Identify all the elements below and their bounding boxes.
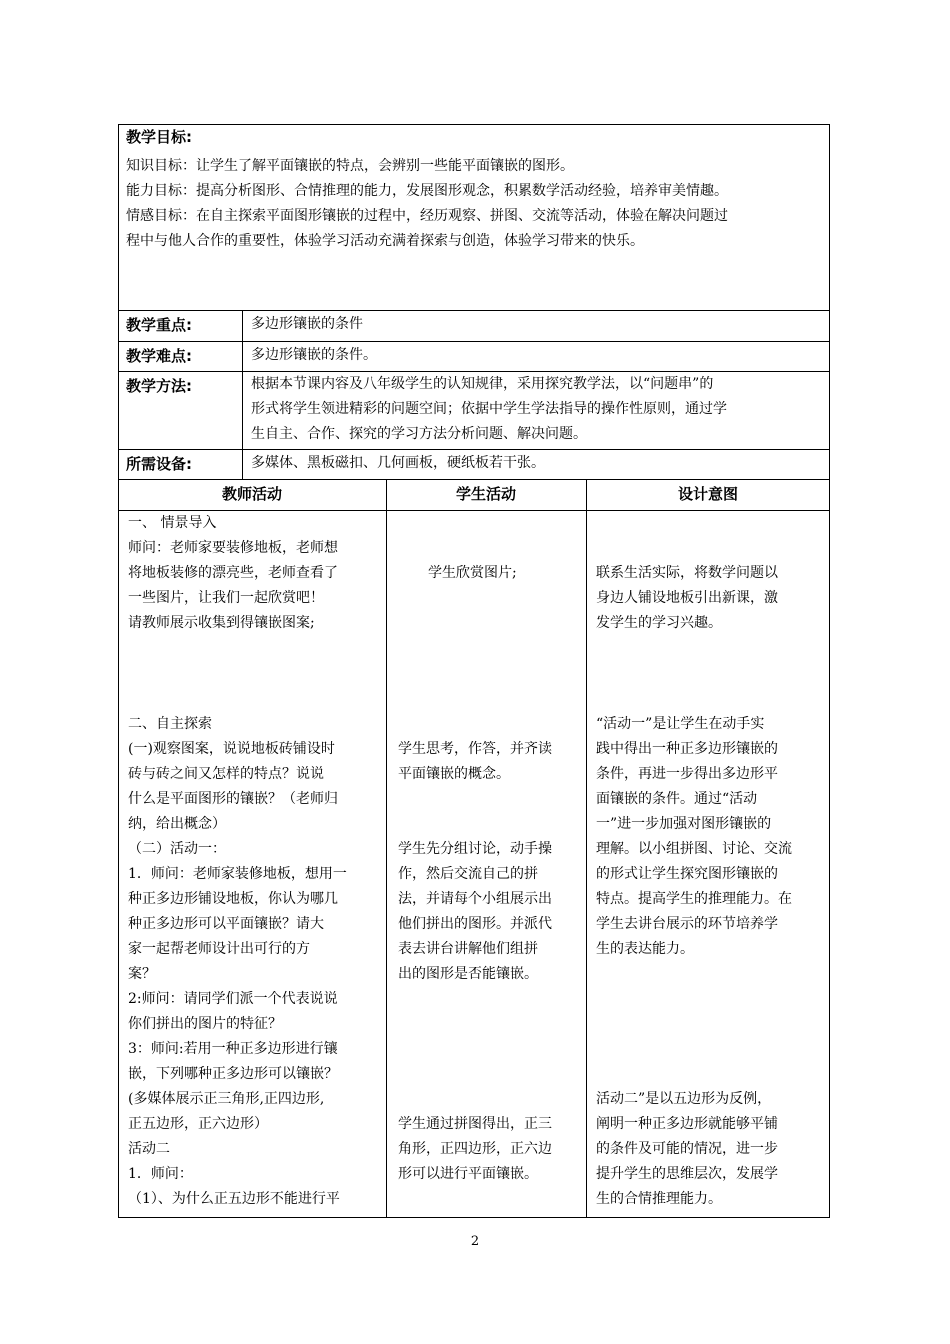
teacher-line: （1）、为什么正五边形不能进行平 bbox=[128, 1191, 340, 1207]
method-line: 形式将学生领进精彩的问题空间；依据中学生学法指导的操作性原则，通过学 bbox=[251, 401, 727, 417]
key-point-value: 多边形镶嵌的条件 bbox=[251, 316, 363, 332]
teacher-line: 正五边形，正六边形） bbox=[128, 1116, 268, 1132]
design-line: 的条件及可能的情况，进一步 bbox=[596, 1141, 778, 1157]
emotion-objective-line2: 程中与他人合作的重要性，体验学习活动充满着探索与创造，体验学习带来的快乐。 bbox=[126, 233, 644, 249]
objectives-title: 教学目标: bbox=[126, 128, 192, 146]
teacher-line: 种正多边形铺设地板，你认为哪几 bbox=[128, 891, 338, 907]
student-line: 学生欣赏图片; bbox=[428, 565, 517, 581]
student-line: 学生通过拼图得出，正三 bbox=[398, 1116, 552, 1132]
design-intent-header: 设计意图 bbox=[677, 485, 738, 503]
row-divider bbox=[118, 341, 830, 342]
design-line: 生的合情推理能力。 bbox=[596, 1191, 722, 1207]
difficulty-value: 多边形镶嵌的条件。 bbox=[251, 347, 377, 363]
design-line: 生的表达能力。 bbox=[596, 941, 694, 957]
design-line: 发学生的学习兴趣。 bbox=[596, 615, 722, 631]
teacher-line: 种正多边形可以平面镶嵌？请大 bbox=[128, 916, 324, 932]
method-line: 生自主、合作、探究的学习方法分析问题、解决问题。 bbox=[251, 426, 587, 442]
row-divider bbox=[118, 449, 830, 450]
design-line: 提升学生的思维层次，发展学 bbox=[596, 1166, 778, 1182]
row-divider bbox=[118, 310, 830, 311]
column-divider bbox=[586, 479, 587, 1218]
equipment-label: 所需设备: bbox=[126, 455, 192, 473]
teacher-line: 一、 情景导入 bbox=[128, 515, 217, 531]
teacher-line: 你们拼出的图片的特征？ bbox=[128, 1016, 282, 1032]
teacher-line: 家一起帮老师设计出可行的方 bbox=[128, 941, 310, 957]
difficulty-label: 教学难点: bbox=[126, 347, 192, 365]
design-line: 身边人铺设地板引出新课，激 bbox=[596, 590, 778, 606]
teacher-line: 1．师问：老师家装修地板，想用一 bbox=[128, 866, 347, 882]
teacher-line: (多媒体展示正三角形,正四边形, bbox=[128, 1091, 325, 1107]
teacher-line: 砖与砖之间又怎样的特点？说说 bbox=[128, 766, 324, 782]
label-column-divider bbox=[242, 310, 243, 479]
column-divider bbox=[386, 479, 387, 1218]
page-number: 2 bbox=[470, 1234, 480, 1249]
student-line: 法，并请每个小组展示出 bbox=[398, 891, 552, 907]
student-activity-header: 学生活动 bbox=[455, 485, 516, 503]
teacher-line: (一)观察图案，说说地板砖铺设时 bbox=[128, 741, 335, 757]
key-point-label: 教学重点: bbox=[126, 316, 192, 334]
emotion-objective-line1: 情感目标：在自主探索平面图形镶嵌的过程中，经历观察、拼图、交流等活动，体验在解决问题过 bbox=[126, 208, 728, 224]
student-line: 平面镶嵌的概念。 bbox=[398, 766, 510, 782]
design-line: 的形式让学生探究图形镶嵌的 bbox=[596, 866, 778, 882]
design-line: 阐明一种正多边形就能够平铺 bbox=[596, 1116, 778, 1132]
student-line: 他们拼出的图形。并派代 bbox=[398, 916, 552, 932]
teacher-line: 一些图片，让我们一起欣赏吧！ bbox=[128, 590, 324, 606]
teacher-line: 1．师问： bbox=[128, 1166, 193, 1182]
design-line: 条件，再进一步得出多边形平 bbox=[596, 766, 778, 782]
design-line: 践中得出一种正多边形镶嵌的 bbox=[596, 741, 778, 757]
design-line: 理解。以小组拼图、讨论、交流 bbox=[596, 841, 792, 857]
equipment-value: 多媒体、黑板磁扣、几何画板，硬纸板若干张。 bbox=[251, 455, 545, 471]
row-divider bbox=[118, 371, 830, 372]
design-line: 学生去讲台展示的环节培养学 bbox=[596, 916, 778, 932]
teacher-line: 纳，给出概念） bbox=[128, 816, 226, 832]
teacher-line: 案？ bbox=[128, 966, 156, 982]
teacher-line: 活动二 bbox=[128, 1141, 170, 1157]
teacher-line: 师问：老师家要装修地板，老师想 bbox=[128, 540, 338, 556]
student-line: 作，然后交流自己的拼 bbox=[398, 866, 538, 882]
design-line: 一”进一步加强对图形镶嵌的 bbox=[596, 816, 772, 832]
student-line: 角形，正四边形，正六边 bbox=[398, 1141, 552, 1157]
knowledge-objective: 知识目标：让学生了解平面镶嵌的特点，会辨别一些能平面镶嵌的图形。 bbox=[126, 158, 574, 174]
method-line: 根据本节课内容及八年级学生的认知规律，采用探究教学法，以“问题串”的 bbox=[251, 376, 714, 392]
student-line: 形可以进行平面镶嵌。 bbox=[398, 1166, 538, 1182]
teacher-line: 二、自主探索 bbox=[128, 716, 212, 732]
row-divider bbox=[118, 479, 830, 480]
method-label: 教学方法: bbox=[126, 377, 192, 395]
row-divider bbox=[118, 510, 830, 511]
teacher-line: 嵌，下列哪种正多边形可以镶嵌？ bbox=[128, 1066, 338, 1082]
teacher-line: （二）活动一： bbox=[128, 841, 226, 857]
teacher-line: 什么是平面图形的镶嵌？（老师归 bbox=[128, 791, 338, 807]
student-line: 出的图形是否能镶嵌。 bbox=[398, 966, 538, 982]
ability-objective: 能力目标：提高分析图形、合情推理的能力，发展图形观念，积累数学活动经验，培养审美情趣。 bbox=[126, 183, 728, 199]
teacher-line: 将地板装修的漂亮些，老师查看了 bbox=[128, 565, 338, 581]
design-line: 特点。提高学生的推理能力。在 bbox=[596, 891, 792, 907]
design-line: 活动二”是以五边形为反例， bbox=[596, 1091, 772, 1107]
design-line: 联系生活实际，将数学问题以 bbox=[596, 565, 778, 581]
design-line: “活动一”是让学生在动手实 bbox=[596, 716, 765, 732]
student-line: 学生思考，作答，并齐读 bbox=[398, 741, 552, 757]
student-line: 表去讲台讲解他们组拼 bbox=[398, 941, 538, 957]
design-line: 面镶嵌的条件。通过“活动 bbox=[596, 791, 758, 807]
student-line: 学生先分组讨论，动手操 bbox=[398, 841, 552, 857]
teacher-activity-header: 教师活动 bbox=[221, 485, 282, 503]
teacher-line: 2:师问：请同学们派一个代表说说 bbox=[128, 991, 338, 1007]
teacher-line: 请教师展示收集到得镶嵌图案; bbox=[128, 615, 315, 631]
teacher-line: 3：师问:若用一种正多边形进行镶 bbox=[128, 1041, 338, 1057]
